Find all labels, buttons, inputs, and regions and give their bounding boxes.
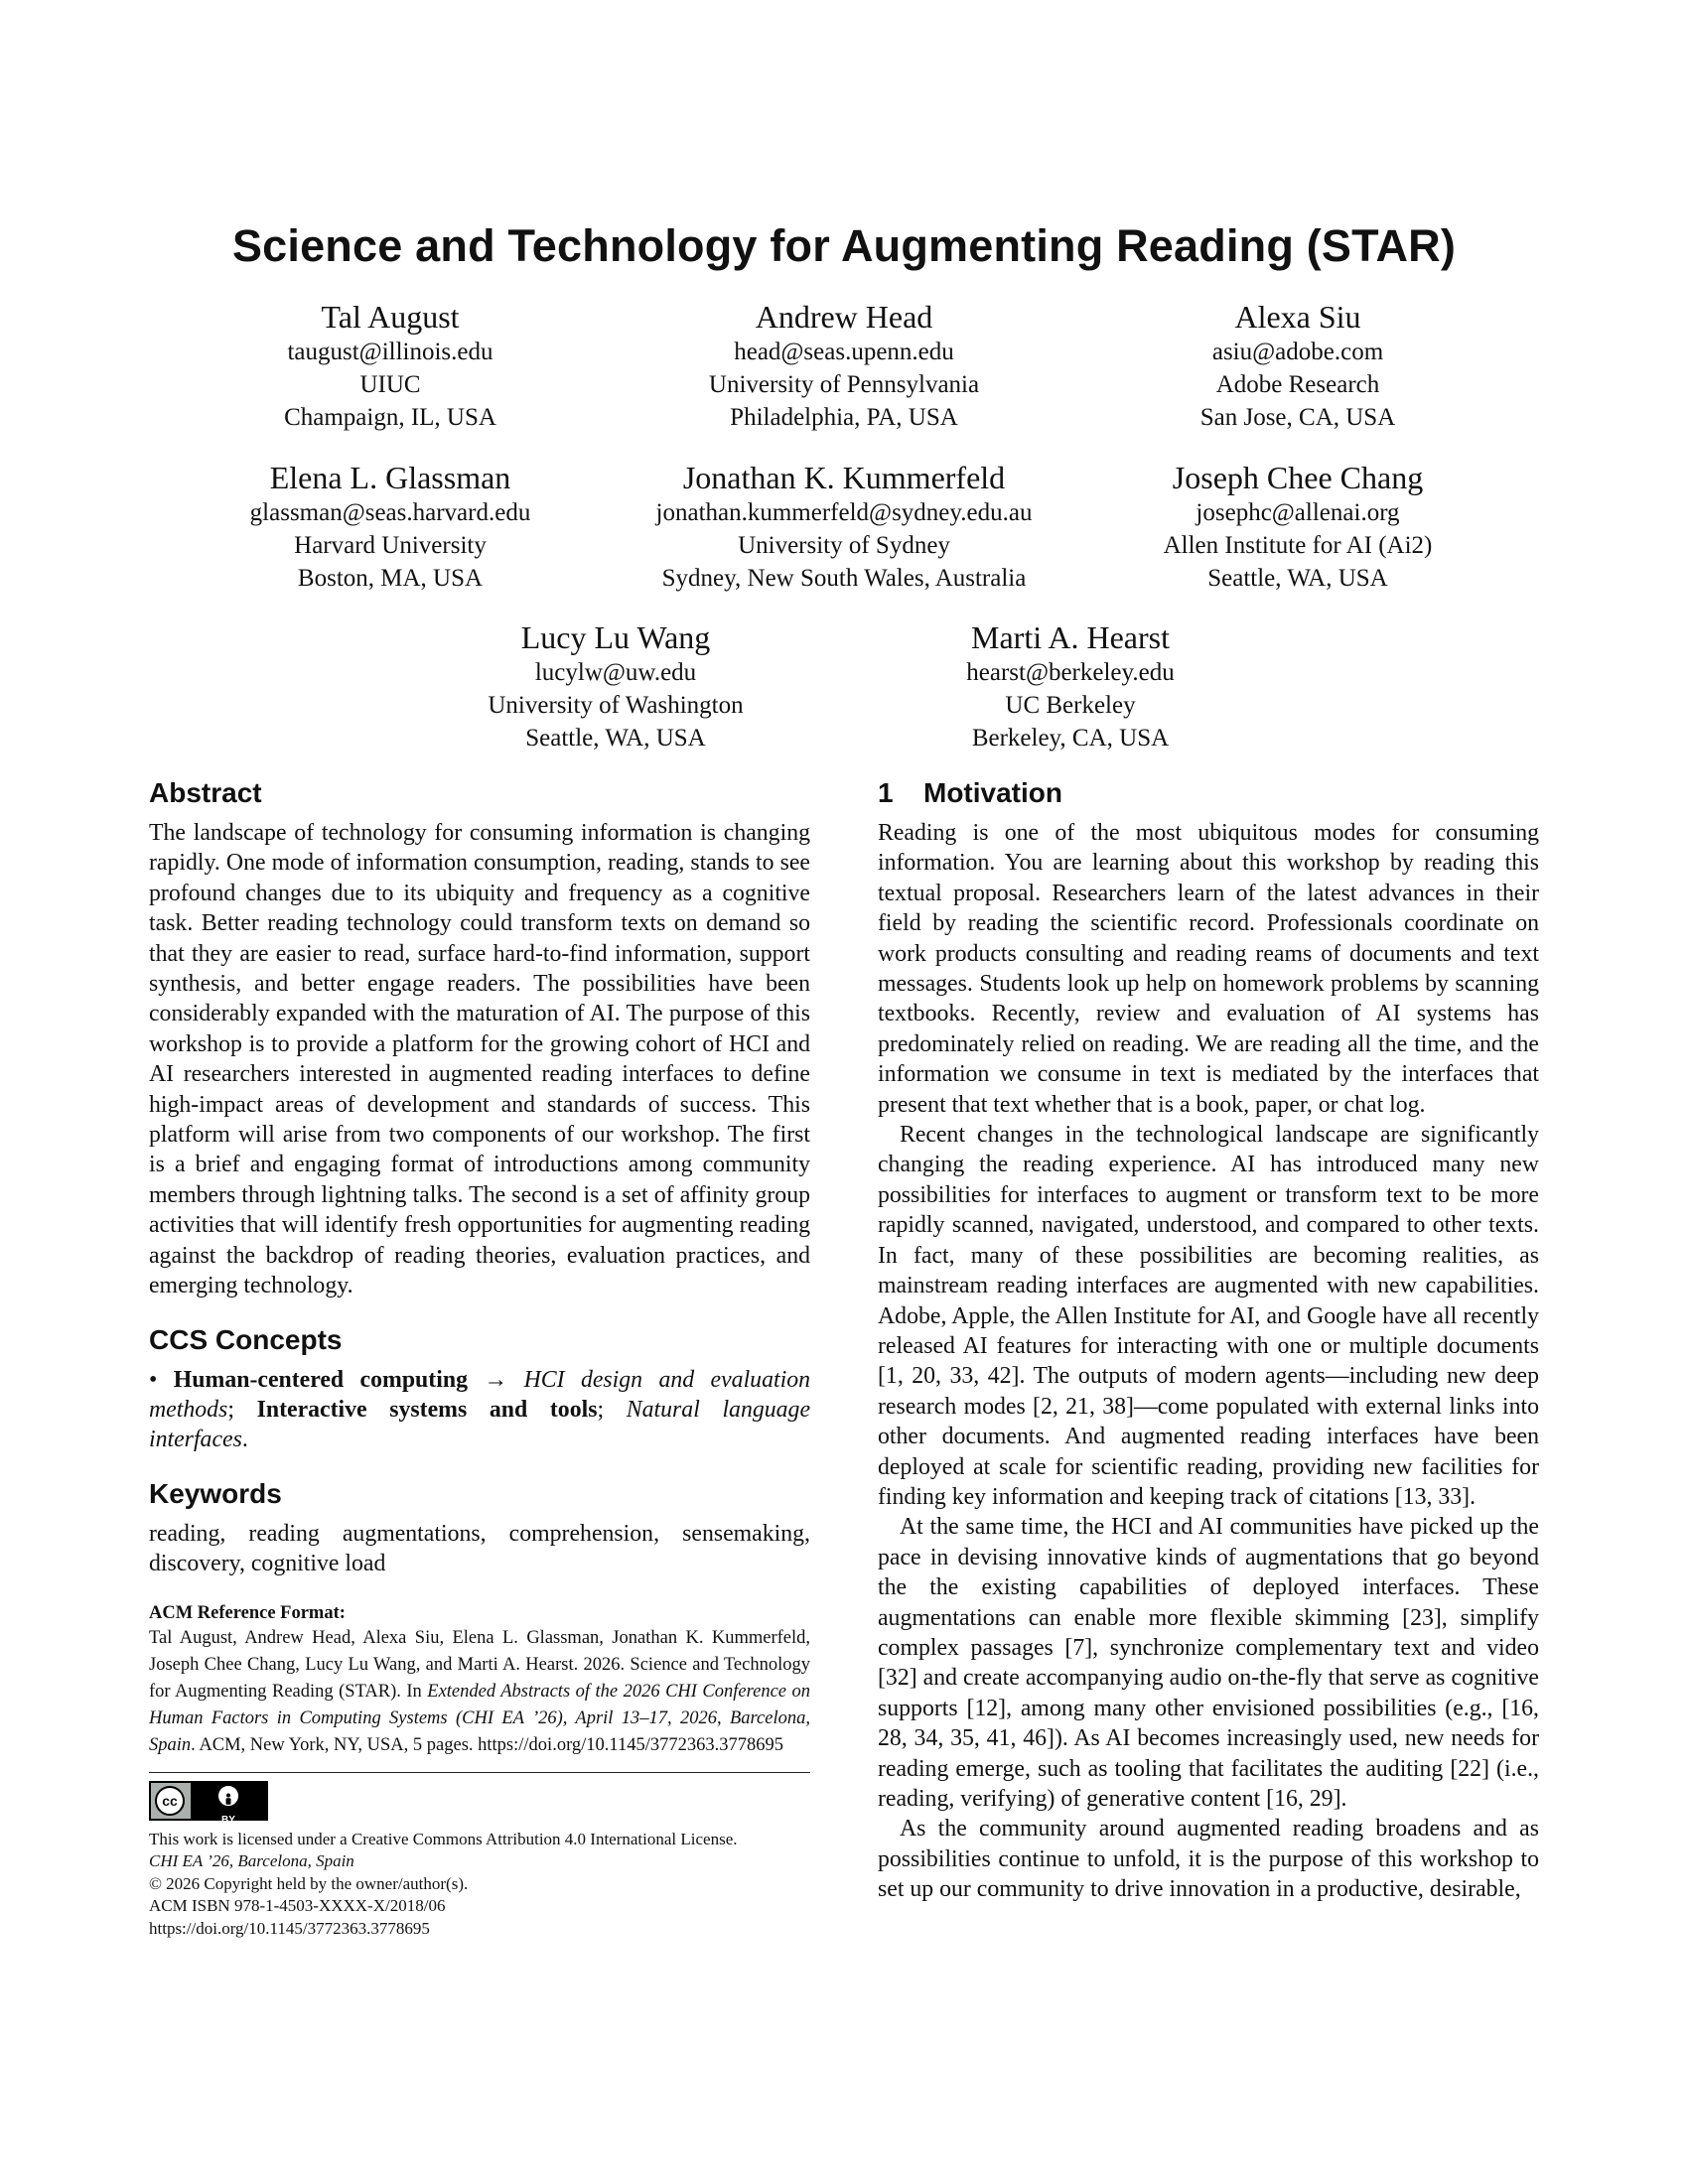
body-paragraph: Recent changes in the technological landscape are significantly changing the reading experience. AI has introduced many new possibilities for interfaces to augment or transform text to be more rapidly scanned, navigated, understood, and compared to other texts. In fact, many of these possibilities are becoming realities, as mainstream reading interfaces are augmented with new capabilities. Adobe, Apple, the Allen Institute for AI, and Google have all recently released AI features for interacting with one or multiple documents [1, 20, 33, 42]. The outputs of modern agents—including new deep research modes [2, 21, 38]—come populated with external links into other documents. And augmented reading interfaces have been deployed at scale for scientific reading, providing new facilities for finding key information and keeping track of citations [13, 33]. — [878, 1122, 1539, 1510]
license-statement: This work is licensed under a Creative Commons Attribution 4.0 International License. — [149, 1829, 738, 1848]
acm-reference-authors: Tal August, Andrew Head, Alexa Siu, Elena L. Glassman, Jonathan K. Kummerfeld, Joseph Chee Chang, Lucy Lu Wang, and Marti A. Hearst. 2026. Science and Technology for Augmenting Reading (STAR). In — [149, 1627, 810, 1702]
author-card — [586, 298, 1102, 434]
body-paragraph: As the community around augmented reading broadens and as possibilities continue to unfold, it is the purpose of this workshop to set up our community to drive innovation in a productive, desirable, — [878, 1816, 1539, 1903]
author-email: head@seas.upenn.edu — [734, 339, 954, 365]
paper-title: Science and Technology for Augmenting Reading (STAR) — [231, 220, 1457, 271]
author-location: Philadelphia, PA, USA — [730, 404, 958, 431]
author-location: Berkeley, CA, USA — [971, 725, 1170, 751]
author-card — [1040, 298, 1556, 434]
keywords-heading: Keywords — [149, 1477, 282, 1509]
right-column — [878, 776, 1539, 1905]
author-location: Champaign, IL, USA — [284, 404, 496, 431]
ccs-concept-sub: HCI design and evaluation methods — [149, 1366, 811, 1423]
abstract-heading: Abstract — [149, 777, 262, 808]
author-affiliation: University of Pennsylvania — [708, 371, 980, 398]
body-paragraph: Reading is one of the most ubiquitous modes for consuming information. You are learning about this workshop by reading this textual proposal. Researchers learn of the latest advances in their field by reading the scientific record. Professionals coordinate on work products consulting and reading reams of documents and text messages. Students look up help on homework problems by scanning textbooks. Recently, review and evaluation of AI systems has predominately relied on reading. We are reading all the time, and the information we consume in text is mediated by the interfaces that present that text whether that is a book, paper, or chat log. — [878, 820, 1539, 1118]
acm-reference-text — [149, 1625, 810, 1759]
ccs-concept-tertiary: Natural language interfaces — [149, 1396, 811, 1453]
author-card — [132, 298, 648, 434]
author-affiliation: University of Sydney — [738, 532, 950, 559]
author-affiliation: Harvard University — [294, 532, 487, 559]
doi-link[interactable]: https://doi.org/10.1145/3772363.3778695 — [149, 1918, 430, 1938]
body-paragraph: At the same time, the HCI and AI communities have picked up the pace in devising innovative kinds of augmentations that go beyond the the existing capabilities of deployed interfaces. These augmentations can enable more flexible skimming [23], simplify complex passages [7], synchronize complementary text and video [32] and create accompanying audio on-the-fly that serve as cognitive supports [12], among many other envisioned possibilities (e.g., [16, 28, 34, 35, 41, 46]). As AI becomes increasingly used, new needs for reading emerge, such as tooling that facilitates the auditing [22] (i.e., reading, verifying) of generative content [16, 29]. — [878, 1514, 1539, 1812]
keywords-text: reading, reading augmentations, comprehension, sensemaking, discovery, cognitive load — [149, 1520, 810, 1577]
author-affiliation: University of Washington — [488, 692, 744, 719]
author-name: Marti A. Hearst — [971, 619, 1170, 655]
author-email: glassman@seas.harvard.edu — [249, 499, 531, 526]
section-title: Motivation — [923, 777, 1062, 808]
author-card — [1040, 459, 1556, 595]
copyright-line: © 2026 Copyright held by the owner/author(s). — [149, 1873, 469, 1893]
cc-icon: cc — [155, 1786, 185, 1816]
footnote-rule — [149, 1772, 810, 1773]
ccs-separator: ; — [227, 1396, 257, 1423]
author-email: josephc@allenai.org — [1196, 499, 1400, 526]
author-affiliation: Adobe Research — [1215, 371, 1380, 398]
cc-by-license-badge[interactable] — [149, 1781, 268, 1826]
acm-reference-venue: Extended Abstracts of the 2026 CHI Conference on Human Factors in Computing Systems (CHI EA ’26), April 13–17, 2026, Barcelona, Spain — [149, 1681, 810, 1755]
isbn-line: ACM ISBN 978-1-4503-XXXX-X/2018/06 — [149, 1896, 446, 1916]
author-email: hearst@berkeley.edu — [966, 659, 1175, 686]
author-affiliation: Allen Institute for AI (Ai2) — [1163, 532, 1433, 559]
author-card — [586, 459, 1102, 595]
section-number: 1 — [878, 777, 894, 808]
author-affiliation: UIUC — [359, 371, 421, 398]
section-heading-motivation — [878, 776, 1539, 810]
by-label: BY — [221, 1814, 235, 1826]
ccs-concepts — [149, 1365, 810, 1455]
author-card — [812, 618, 1329, 754]
license-block — [149, 1829, 810, 1941]
author-card — [132, 459, 648, 595]
author-location: Seattle, WA, USA — [525, 725, 706, 751]
acm-reference-heading: ACM Reference Format: — [149, 1602, 346, 1623]
author-name: Joseph Chee Chang — [1172, 460, 1424, 495]
by-panel — [191, 1783, 266, 1826]
author-location: Boston, MA, USA — [297, 565, 484, 592]
left-column — [149, 776, 810, 1940]
author-name: Jonathan K. Kummerfeld — [682, 460, 1006, 495]
ccs-end: . — [241, 1427, 248, 1453]
attribution-person-icon — [218, 1786, 238, 1806]
ccs-separator: ; — [597, 1396, 627, 1423]
author-email: taugust@illinois.edu — [287, 339, 493, 365]
author-affiliation: UC Berkeley — [1005, 692, 1136, 719]
author-name: Lucy Lu Wang — [520, 619, 711, 655]
conference-venue: CHI EA ’26, Barcelona, Spain — [149, 1851, 354, 1871]
author-name: Alexa Siu — [1234, 299, 1361, 335]
author-location: Sydney, New South Wales, Australia — [661, 565, 1027, 592]
author-card — [357, 618, 874, 754]
author-email: asiu@adobe.com — [1211, 339, 1384, 365]
author-name: Andrew Head — [755, 299, 933, 335]
author-email: jonathan.kummerfeld@sydney.edu.au — [655, 499, 1033, 526]
abstract-text: The landscape of technology for consuming information is changing rapidly. One mode of information consumption, reading, stands to see profound changes due to its ubiquity and frequency as a cognitive task. Better reading technology could transform texts on demand so that they are easier to read, surface hard-to-find information, support synthesis, and better engage readers. The possibilities have been considerably expanded with the maturation of AI. The purpose of this workshop is to provide a platform for the growing cohort of HCI and AI researchers interested in augmented reading interfaces to define high-impact areas of development and standards of success. This platform will arise from two components of our workshop. The first is a brief and engaging format of introductions among community members through lightning talks. The second is a set of affinity group activities that will identify fresh opportunities for augmenting reading against the backdrop of reading theories, evaluation practices, and emerging technology. — [149, 820, 810, 1299]
ccs-bullet: • — [149, 1366, 158, 1393]
acm-reference-publisher: . ACM, New York, NY, USA, 5 pages. https://doi.org/10.1145/3772363.3778695 — [191, 1734, 783, 1755]
author-email: lucylw@uw.edu — [534, 659, 697, 686]
author-location: San Jose, CA, USA — [1199, 404, 1396, 431]
author-name: Elena L. Glassman — [269, 460, 511, 495]
ccs-heading: CCS Concepts — [149, 1323, 343, 1355]
ccs-arrow: → — [467, 1366, 524, 1393]
author-name: Tal August — [321, 299, 460, 335]
author-location: Seattle, WA, USA — [1207, 565, 1388, 592]
ccs-concept-secondary: Interactive systems and tools — [256, 1396, 598, 1423]
ccs-concept-primary: Human-centered computing — [173, 1366, 468, 1393]
